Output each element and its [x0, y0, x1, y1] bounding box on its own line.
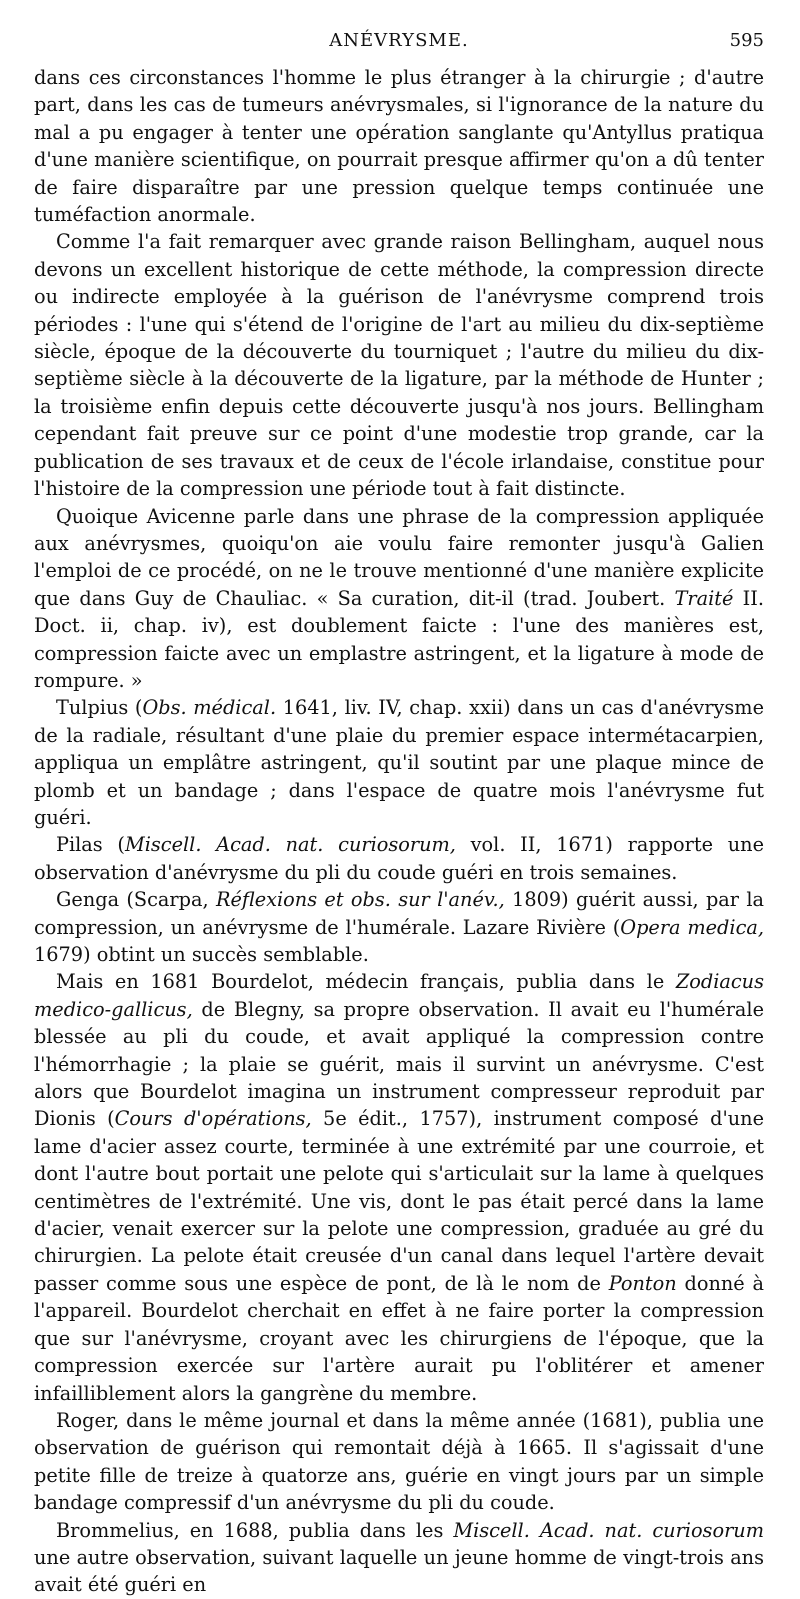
body-text	[34, 64, 764, 1599]
text-run: une autre observation, suivant laquelle un jeune homme de vingt-trois ans avait été guéri en	[34, 1545, 764, 1597]
paragraph	[34, 831, 764, 886]
text-run: 1679) obtint un succès semblable.	[34, 943, 369, 966]
text-run: Brommelius, en 1688, publia dans les	[56, 1518, 454, 1542]
italic-text: Cours d'opérations,	[114, 1107, 312, 1131]
page-number: 595	[729, 30, 764, 51]
text-run: Quoique Avicenne parle dans une phrase de la compression appliquée aux anévrysmes, quoiqu'on aie voulu faire remonter jusqu'à Galien l'emploi de ce procédé, on ne le trouve mentionné d'une manière explicite que dans Guy de Chauliac. « Sa curation, dit-il (trad. Joubert.	[34, 504, 764, 610]
paragraph	[34, 228, 764, 502]
text-run: donné à l'appareil. Bourdelot cherchait en effet à ne faire porter la compression que sur l'anévrysme, croyant avec les chirurgiens de l'époque, que la compression exercée sur l'artère aurait pu l'oblitérer et amener infailliblement alors la gangrène du membre.	[34, 1271, 764, 1405]
text-run: Mais en 1681 Bourdelot, médecin français, publia dans le	[56, 970, 676, 994]
text-run: vol. II, 1671) rapporte une observation d'anévrysme du pli du coude guéri en trois semaines.	[34, 833, 764, 884]
paragraph	[34, 886, 764, 968]
paragraph	[34, 968, 764, 1407]
text-run: 1809) guérit aussi, par la compression, un anévrysme de l'humérale. Lazare Rivière (	[34, 888, 764, 939]
text-run: de Blegny, sa propre observation. Il avait eu l'humérale blessée au pli du coude, et avait appliqué la compression contre l'hémorrhagie ; la plaie se guérit, mais il survint un anévrysme. C'est alors que Bourdelot imagina un instrument compresseur reproduit par Dionis (	[34, 997, 764, 1131]
paragraph	[34, 503, 764, 695]
text-run: Pilas (	[56, 833, 125, 857]
text-run: 5e édit., 1757), instrument composé d'une lame d'acier assez courte, terminée à une extrémité par une courroie, et dont l'autre bout portait une pelote qui s'articulait sur la lame à quelques centimètres de l'extrémité. Une vis, dont le pas était percé dans la lame d'acier, venait exercer sur la pelote une compression, graduée au gré du chirurgien. La pelote était creusée d'un canal dans lequel l'artère devait passer comme sous une espèce de pont, de là le nom de	[34, 1107, 764, 1295]
italic-text: Traité	[674, 586, 734, 610]
paragraph	[34, 694, 764, 831]
italic-text: Obs. médical.	[142, 696, 277, 720]
paragraph	[34, 1517, 764, 1599]
italic-text: Ponton	[608, 1271, 677, 1295]
text-run: dans ces circonstances l'homme le plus étranger à la chirurgie ; d'autre part, dans les cas de tumeurs anévrysmales, si l'ignorance de la nature du mal a pu engager à tenter une opération sanglante qu'Antyllus pratiqua d'une manière scientifique, on pourrait presque affirmer qu'on a dû tenter de faire disparaître par une pression quelque temps continuée une tuméfaction anormale.	[34, 66, 764, 227]
running-title: ANÉVRYSME.	[329, 30, 469, 51]
italic-text: Miscell. Acad. nat. curiosorum	[453, 1518, 764, 1542]
paragraph	[34, 64, 764, 228]
text-run: Tulpius (	[56, 696, 143, 720]
text-run: Genga (Scarpa,	[56, 888, 216, 912]
italic-text: Miscell. Acad. nat. curiosorum,	[124, 833, 456, 857]
italic-text: Zodiacus medico-gallicus,	[34, 970, 764, 1021]
page-header	[34, 30, 764, 58]
text-run: 1641, liv. IV, chap. xxii) dans un cas d'anévrysme de la radiale, résultant d'une plaie du premier espace intermétacarpien, appliqua un emplâtre astringent, qu'il soutint par une plaque mince de plomb et un bandage ; dans l'espace de quatre mois l'anévrysme fut guéri.	[34, 696, 765, 829]
italic-text: Opera medica,	[620, 915, 764, 939]
text-run: Comme l'a fait remarquer avec grande raison Bellingham, auquel nous devons un excellent historique de cette méthode, la compression directe ou indirecte employée à la guérison de l'anévrysme comprend trois périodes : l'une qui s'étend de l'origine de l'art au milieu du dix-septième siècle, époque de la découverte du tourniquet ; l'autre du milieu du dix-septième siècle à la découverte de la ligature, par la méthode de Hunter ; la troisième enfin depuis cette découverte jusqu'à nos jours. Bellingham cependant fait preuve sur ce point d'une modestie trop grande, car la publication de ses travaux et de ceux de l'école irlandaise, constitue pour l'histoire de la compression une période tout à fait distincte.	[34, 230, 764, 501]
text-run: Roger, dans le même journal et dans la même année (1681), publia une observation de guérison qui remontait déjà à 1665. Il s'agissait d'une petite fille de treize à quatorze ans, guérie en vingt jours par un simple bandage compressif d'un anévrysme du pli du coude.	[34, 1408, 764, 1515]
paragraph	[34, 1407, 764, 1517]
italic-text: Réflexions et obs. sur l'anév.,	[215, 888, 505, 912]
text-run: II. Doct. ii, chap. iv), est doublement faicte : l'une des manières est, compression faicte avec un emplastre astringent, et la ligature à mode de rompure. »	[34, 586, 764, 692]
